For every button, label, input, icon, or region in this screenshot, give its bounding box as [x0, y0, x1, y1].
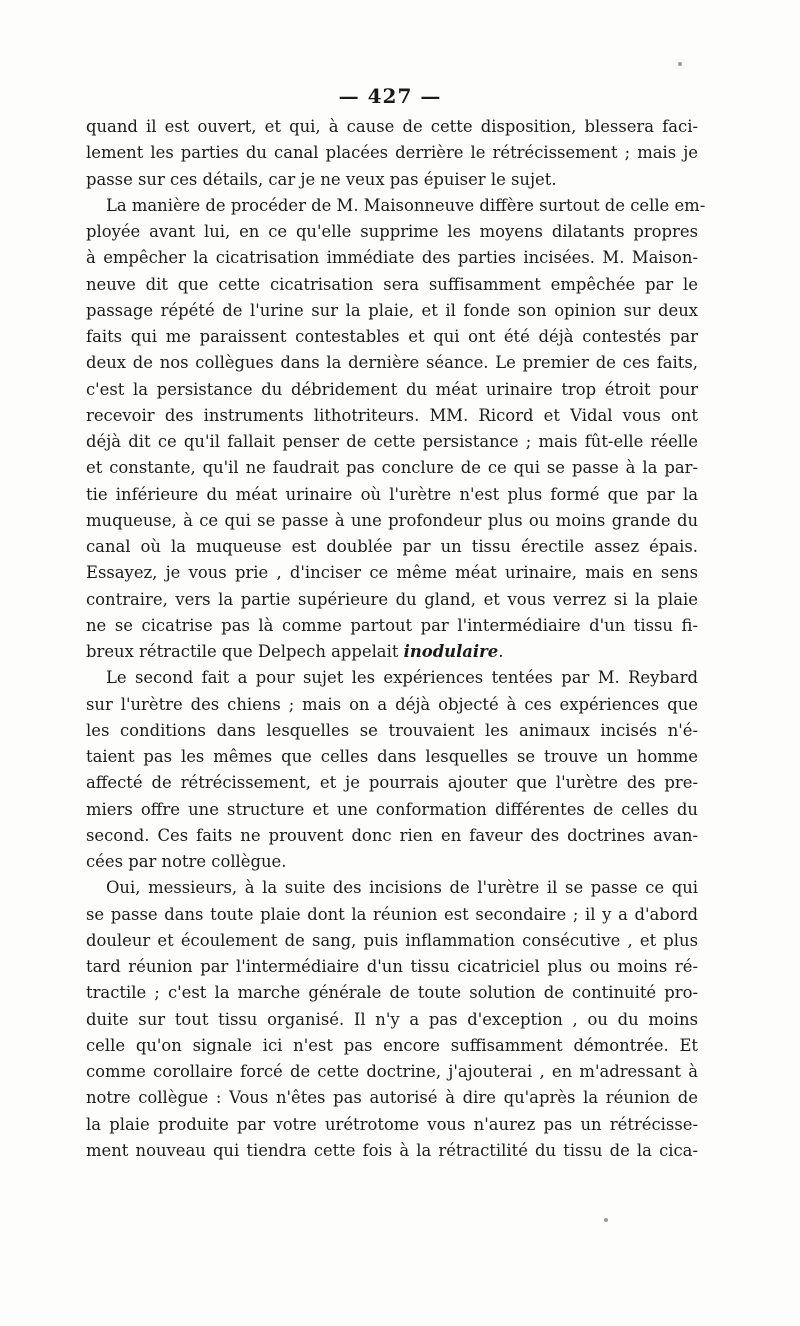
text-line: déjà dit ce qu'il fallait penser de cette persistance ; mais fût-elle réelle: [86, 432, 698, 451]
text-line: second. Ces faits ne prouvent donc rien en faveur des doctrines avan-: [86, 825, 698, 845]
text-line: tard réunion par l'intermédiaire d'un tissu cicatriciel plus ou moins ré-: [86, 957, 698, 976]
text-line: passage répété de l'urine sur la plaie, et il fonde son opinion sur deux: [86, 300, 698, 320]
body-text: [86, 114, 706, 1164]
text-line: ne se cicatrise pas là comme partout par l'intermédiaire d'un tissu fi-: [86, 615, 698, 635]
text-line: faits qui me paraissent contestables et qui ont été déjà contestés par: [86, 327, 698, 346]
text-line: ment nouveau qui tiendra cette fois à la rétractilité du tissu de la cica-: [86, 1140, 698, 1160]
page-number: — 427 —: [338, 84, 442, 108]
text-line: cées par notre collègue.: [86, 852, 287, 871]
text-line: La manière de procéder de M. Maisonneuve diffère surtout de celle em-: [106, 195, 706, 215]
text-line: celle qu'on signale ici n'est pas encore suffisamment démontrée. Et: [86, 1035, 698, 1055]
italic-term: inodulaire: [403, 642, 499, 661]
text-line: Le second fait a pour sujet les expériences tentées par M. Reybard: [106, 668, 698, 688]
text-line: et constante, qu'il ne faudrait pas conclure de ce qui se passe à la par-: [86, 458, 698, 478]
text-line: la plaie produite par votre urétrotome vous n'aurez pas un rétrécisse-: [86, 1114, 698, 1134]
text-line: comme corollaire forcé de cette doctrine, j'ajouterai , en m'adressant à: [86, 1062, 698, 1081]
text-line: neuve dit que cette cicatrisation sera suffisamment empêchée par le: [86, 274, 698, 294]
text-line: les conditions dans lesquelles se trouvaient les animaux incisés n'é-: [86, 720, 698, 740]
text-line: ployée avant lui, en ce qu'elle supprime les moyens dilatants propres: [86, 222, 698, 241]
text-line: canal où la muqueuse est doublée par un tissu érectile assez épais.: [86, 537, 698, 556]
text-line: affecté de rétrécissement, et je pourrais ajouter que l'urètre des pre-: [86, 773, 698, 793]
text-line: muqueuse, à ce qui se passe à une profondeur plus ou moins grande du: [86, 510, 698, 530]
text-line: duite sur tout tissu organisé. Il n'y a pas d'exception , ou du moins: [86, 1009, 698, 1029]
text-line: à empêcher la cicatrisation immédiate des parties incisées. M. Maison-: [86, 248, 698, 268]
text-line: Oui, messieurs, à la suite des incisions de l'urètre il se passe ce qui: [106, 878, 698, 898]
text-line: c'est la persistance du débridement du méat urinaire trop étroit pour: [86, 379, 698, 399]
text-line: Essayez, je vous prie , d'inciser ce même méat urinaire, mais en sens: [86, 563, 698, 583]
text-line: deux de nos collègues dans la dernière séance. Le premier de ces faits,: [86, 353, 698, 373]
text-line: taient pas les mêmes que celles dans lesquelles se trouve un homme: [86, 747, 698, 766]
text-line: passe sur ces détails, car je ne veux pas épuiser le sujet.: [86, 169, 557, 189]
text-line: tie inférieure du méat urinaire où l'urètre n'est plus formé que par la: [86, 484, 698, 504]
text-line: notre collègue : Vous n'êtes pas autorisé à dire qu'après la réunion de: [86, 1088, 698, 1108]
text-line: [86, 639, 698, 665]
text-line: miers offre une structure et une conformation différentes de celles du: [86, 799, 698, 819]
text-fragment: .: [498, 642, 504, 661]
text-line: sur l'urètre des chiens ; mais on a déjà objecté à ces expériences que: [86, 694, 698, 714]
text-line: quand il est ouvert, et qui, à cause de cette disposition, blessera faci-: [86, 117, 698, 136]
paper-speck: [604, 1218, 608, 1222]
text-line: se passe dans toute plaie dont la réunion est secondaire ; il y a d'abord: [86, 904, 698, 924]
text-line: contraire, vers la partie supérieure du gland, et vous verrez si la plaie: [86, 589, 698, 609]
text-line: recevoir des instruments lithotriteurs. MM. Ricord et Vidal vous ont: [86, 405, 698, 425]
text-fragment: breux rétractile que Delpech appelait: [86, 642, 404, 661]
text-line: lement les parties du canal placées derrière le rétrécissement ; mais je: [86, 143, 698, 163]
text-line: douleur et écoulement de sang, puis inflammation consécutive , et plus: [86, 930, 698, 950]
text-line: tractile ; c'est la marche générale de toute solution de continuité pro-: [86, 983, 698, 1003]
paper-speck: [678, 62, 682, 66]
